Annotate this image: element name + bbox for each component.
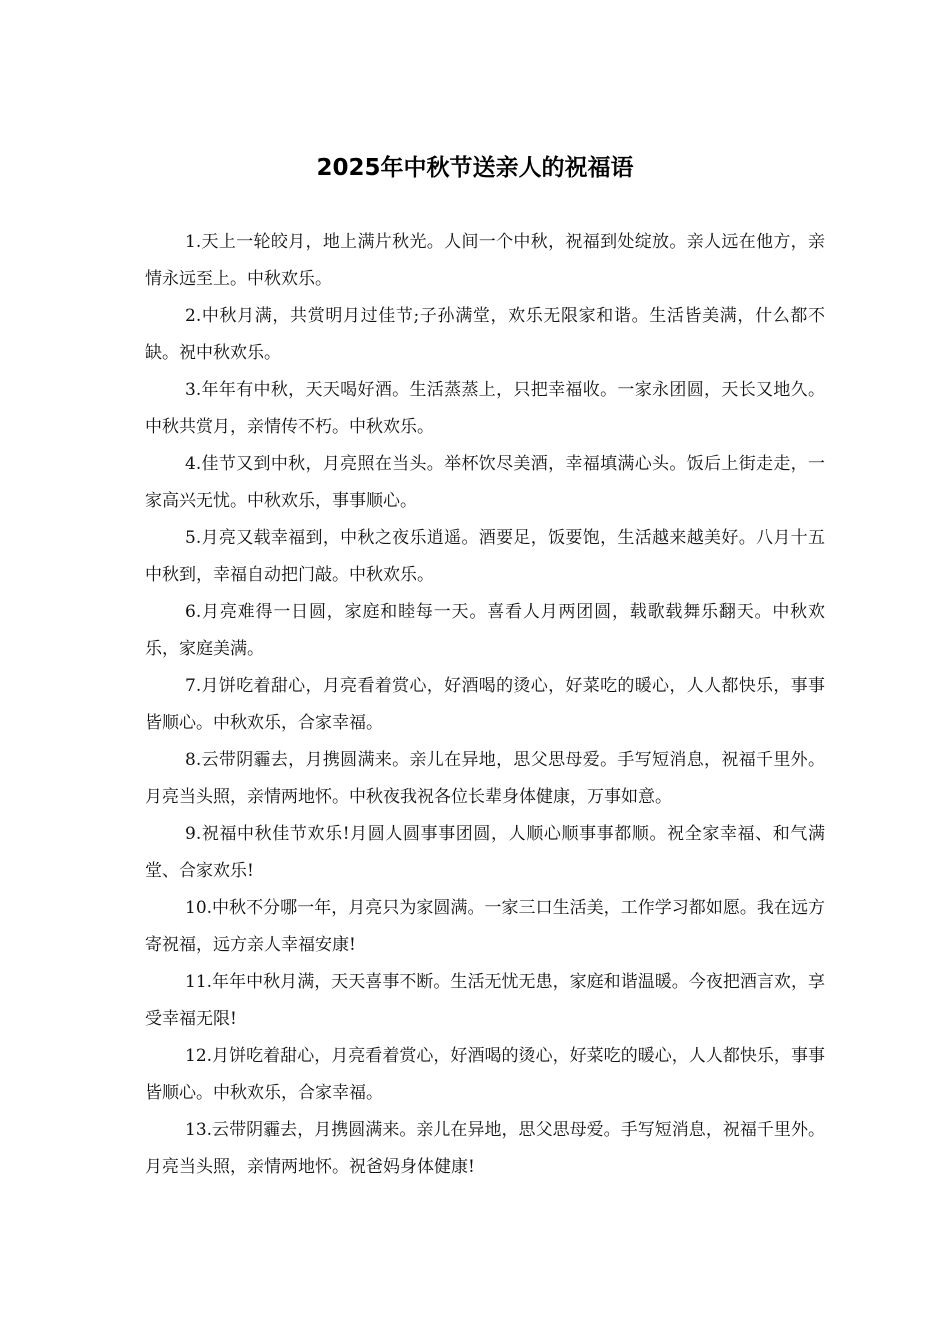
paragraph-13: 13.云带阴霾去，月携圆满来。亲儿在异地，思父思母爱。手写短消息，祝福千里外。月亮当头照，亲情两地怀。祝爸妈身体健康! bbox=[145, 1120, 825, 1177]
paragraph-12: 12.月饼吃着甜心，月亮看着赏心，好酒喝的烫心，好菜吃的暖心，人人都快乐，事事皆顺心。中秋欢乐，合家幸福。 bbox=[145, 1046, 825, 1103]
paragraph-2: 2.中秋月满，共赏明月过佳节;子孙满堂，欢乐无限家和谐。生活皆美满，什么都不缺。祝中秋欢乐。 bbox=[145, 306, 825, 363]
paragraph-5: 5.月亮又载幸福到，中秋之夜乐逍遥。酒要足，饭要饱，生活越来越美好。八月十五中秋到，幸福自动把门敲。中秋欢乐。 bbox=[145, 528, 825, 585]
paragraph-7: 7.月饼吃着甜心，月亮看着赏心，好酒喝的烫心，好菜吃的暖心，人人都快乐，事事皆顺心。中秋欢乐，合家幸福。 bbox=[145, 676, 825, 733]
document-title: 2025年中秋节送亲人的祝福语 bbox=[316, 155, 634, 181]
paragraph-11: 11.年年中秋月满，天天喜事不断。生活无忧无患，家庭和谐温暖。今夜把酒言欢，享受幸福无限! bbox=[145, 972, 825, 1029]
paragraph-10: 10.中秋不分哪一年，月亮只为家圆满。一家三口生活美，工作学习都如愿。我在远方寄祝福，远方亲人幸福安康! bbox=[145, 898, 825, 955]
paragraph-4: 4.佳节又到中秋，月亮照在当头。举杯饮尽美酒，幸福填满心头。饭后上街走走，一家高兴无忧。中秋欢乐，事事顺心。 bbox=[145, 454, 825, 511]
paragraph-3: 3.年年有中秋，天天喝好酒。生活蒸蒸上，只把幸福收。一家永团圆，天长又地久。中秋共赏月，亲情传不朽。中秋欢乐。 bbox=[145, 380, 825, 437]
paragraph-6: 6.月亮难得一日圆，家庭和睦每一天。喜看人月两团圆，载歌载舞乐翻天。中秋欢乐，家庭美满。 bbox=[145, 602, 825, 659]
document-body bbox=[145, 224, 825, 1186]
paragraph-1: 1.天上一轮皎月，地上满片秋光。人间一个中秋，祝福到处绽放。亲人远在他方，亲情永远至上。中秋欢乐。 bbox=[145, 232, 825, 289]
paragraph-8: 8.云带阴霾去，月携圆满来。亲儿在异地，思父思母爱。手写短消息，祝福千里外。月亮当头照，亲情两地怀。中秋夜我祝各位长辈身体健康，万事如意。 bbox=[145, 750, 825, 807]
paragraph-9: 9.祝福中秋佳节欢乐!月圆人圆事事团圆，人顺心顺事事都顺。祝全家幸福、和气满堂、合家欢乐! bbox=[145, 824, 825, 881]
